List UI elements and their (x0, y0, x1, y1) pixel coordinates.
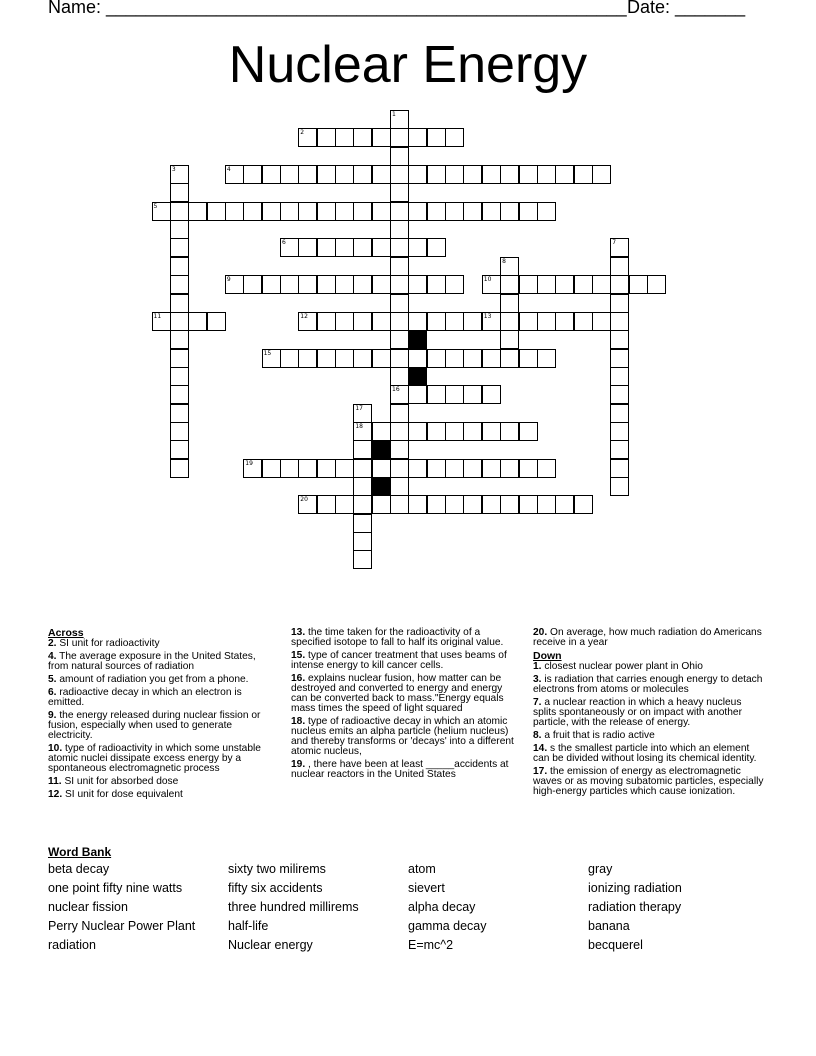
crossword-cell[interactable] (372, 422, 391, 441)
crossword-cell[interactable] (353, 532, 372, 551)
clue-number: 14 (410, 331, 419, 339)
crossword-cell[interactable] (519, 349, 538, 368)
crossword-cell[interactable] (427, 459, 446, 478)
crossword-cell[interactable] (243, 275, 262, 294)
across-clue: 11. SI unit for absorbed dose (48, 776, 179, 787)
crossword-cell[interactable] (390, 238, 409, 257)
crossword-cell[interactable] (574, 165, 593, 184)
crossword-cell[interactable] (372, 312, 391, 331)
crossword-cell[interactable] (225, 202, 244, 221)
crossword-cell[interactable] (482, 312, 501, 331)
crossword-cell[interactable] (592, 312, 611, 331)
crossword-cell[interactable] (317, 165, 336, 184)
crossword-cell[interactable] (353, 312, 372, 331)
crossword-cell[interactable] (335, 312, 354, 331)
clues-column-3 (533, 628, 765, 800)
crossword-cell[interactable] (335, 238, 354, 257)
crossword-cell[interactable] (463, 165, 482, 184)
crossword-cell[interactable] (574, 275, 593, 294)
clue-number: 17 (355, 404, 363, 412)
crossword-cell[interactable] (427, 275, 446, 294)
crossword-cell[interactable] (482, 385, 501, 404)
crossword-cell[interactable] (610, 294, 629, 313)
word-bank-item: three hundred millirems (228, 900, 359, 914)
word-bank-item: fifty six accidents (228, 881, 323, 895)
crossword-cell[interactable] (408, 495, 427, 514)
crossword-cell[interactable] (408, 312, 427, 331)
crossword-cell[interactable] (592, 275, 611, 294)
crossword-cell[interactable] (188, 202, 207, 221)
crossword-cell[interactable] (390, 220, 409, 239)
crossword-cell[interactable] (372, 165, 391, 184)
crossword-cell[interactable] (629, 275, 648, 294)
crossword-cell[interactable] (353, 202, 372, 221)
crossword-cell[interactable] (170, 165, 189, 184)
crossword-cell[interactable] (427, 422, 446, 441)
crossword-cell[interactable] (243, 202, 262, 221)
crossword-cell[interactable] (482, 275, 501, 294)
crossword-cell[interactable] (390, 385, 409, 404)
crossword-cell[interactable] (537, 459, 556, 478)
crossword-cell[interactable] (500, 459, 519, 478)
crossword-cell[interactable] (390, 294, 409, 313)
crossword-cell[interactable] (280, 349, 299, 368)
crossword-cell[interactable] (280, 165, 299, 184)
word-bank-item: gray (588, 862, 613, 876)
crossword-cell[interactable] (170, 312, 189, 331)
crossword-cell[interactable] (262, 349, 281, 368)
crossword-cell[interactable] (335, 128, 354, 147)
crossword-cell[interactable] (482, 422, 501, 441)
crossword-cell[interactable] (390, 349, 409, 368)
crossword-cell[interactable] (390, 202, 409, 221)
down-clue: 14. s the smallest particle into which an element can be divided without losing its chemical identity. (533, 743, 757, 764)
crossword-cell[interactable] (262, 459, 281, 478)
crossword-cell[interactable] (427, 202, 446, 221)
crossword-cell[interactable] (280, 202, 299, 221)
word-bank-item: beta decay (48, 862, 110, 876)
clue-number: 2 (300, 129, 305, 137)
crossword-cell[interactable] (427, 128, 446, 147)
clues-column-1 (48, 628, 273, 803)
crossword-cell[interactable] (317, 312, 336, 331)
crossword-cell[interactable] (408, 459, 427, 478)
crossword-cell[interactable] (445, 128, 464, 147)
crossword-cell[interactable] (519, 459, 538, 478)
crossword-cell[interactable] (390, 495, 409, 514)
crossword-cell[interactable] (445, 495, 464, 514)
word-bank-item: half-life (228, 919, 269, 933)
clue-number: 8 (502, 257, 506, 265)
word-bank-item: one point fifty nine watts (48, 881, 183, 895)
crossword-cell[interactable] (317, 275, 336, 294)
crossword-cell[interactable] (463, 459, 482, 478)
word-bank-item: Perry Nuclear Power Plant (48, 919, 196, 933)
crossword-cell[interactable] (408, 202, 427, 221)
down-heading: Down (533, 650, 562, 662)
crossword-cell[interactable] (170, 202, 189, 221)
crossword-cell[interactable] (445, 459, 464, 478)
down-clue: 17. the emission of energy as electromagnetic waves or as moving subatomic particles, especially high-energy particles which cause ionization. (533, 766, 764, 797)
crossword-cell[interactable] (372, 495, 391, 514)
crossword-cell[interactable] (207, 202, 226, 221)
crossword-cell[interactable] (408, 128, 427, 147)
crossword-cell[interactable] (170, 440, 189, 459)
crossword-cell[interactable] (353, 165, 372, 184)
crossword-cell[interactable] (463, 422, 482, 441)
crossword-cell[interactable] (408, 165, 427, 184)
crossword-cell[interactable] (500, 495, 519, 514)
crossword-cell[interactable] (372, 275, 391, 294)
clue-number: 3 (171, 166, 176, 174)
crossword-cell[interactable] (353, 514, 372, 533)
crossword-cell[interactable] (335, 165, 354, 184)
crossword-cell[interactable] (537, 275, 556, 294)
crossword-cell[interactable] (427, 238, 446, 257)
crossword-cell[interactable] (500, 294, 519, 313)
crossword-cell[interactable] (610, 349, 629, 368)
crossword-cell[interactable] (445, 202, 464, 221)
crossword-cell[interactable] (427, 349, 446, 368)
crossword-cell[interactable] (427, 165, 446, 184)
crossword-cell[interactable] (427, 312, 446, 331)
crossword-cell[interactable] (610, 238, 629, 257)
crossword-cell[interactable] (610, 404, 629, 423)
crossword-cell[interactable] (390, 275, 409, 294)
across-clue: 16. explains nuclear fusion, how matter can be destroyed and converted to energy and energy can be converted back to mass."Energy equals mass times the speed of light squared (291, 673, 504, 714)
crossword-cell[interactable] (555, 495, 574, 514)
crossword-cell[interactable] (408, 275, 427, 294)
crossword-cell[interactable] (353, 440, 372, 459)
crossword-cell[interactable] (390, 440, 409, 459)
across-clue: 18. type of radioactive decay in which an atomic nucleus emits an alpha particle (helium nucleus) and thereby transforms or 'decays' into a different atomic nucleus, (291, 716, 514, 757)
crossword-cell[interactable] (243, 165, 262, 184)
crossword-cell[interactable] (317, 459, 336, 478)
crossword-cell[interactable] (537, 165, 556, 184)
crossword-cell[interactable] (574, 495, 593, 514)
crossword-cell[interactable] (500, 165, 519, 184)
across-clue: 10. type of radioactivity in which some unstable atomic nuclei dissipate excess energy by a spontaneous electromagnetic process (48, 743, 261, 774)
crossword-cell[interactable] (152, 202, 171, 221)
crossword-cell[interactable] (537, 202, 556, 221)
crossword-cell[interactable] (500, 422, 519, 441)
crossword-cell[interactable] (500, 202, 519, 221)
crossword-cell[interactable] (390, 147, 409, 166)
crossword-cell[interactable] (537, 349, 556, 368)
word-bank-item: radiation (48, 938, 96, 952)
crossword-cell[interactable] (225, 275, 244, 294)
crossword-cell[interactable] (500, 275, 519, 294)
clue-number: 13 (483, 312, 492, 320)
crossword-cell[interactable] (298, 312, 317, 331)
crossword-cell[interactable] (170, 294, 189, 313)
crossword-cell[interactable] (372, 128, 391, 147)
word-bank-item: ionizing radiation (588, 881, 682, 895)
crossword-cell[interactable] (353, 495, 372, 514)
down-clue: 7. a nuclear reaction in which a heavy nucleus splits spontaneously or on impact with another particle, with the release of energy. (533, 697, 742, 728)
crossword-cell[interactable] (298, 495, 317, 514)
crossword-cell[interactable] (298, 238, 317, 257)
across-clue: 5. amount of radiation you get from a phone. (48, 674, 249, 685)
word-bank-item: alpha decay (408, 900, 476, 914)
crossword-cell[interactable] (445, 275, 464, 294)
crossword-cell[interactable] (519, 165, 538, 184)
word-bank-item: nuclear fission (48, 900, 128, 914)
crossword-cell[interactable] (298, 128, 317, 147)
clue-number: 11 (153, 312, 162, 320)
crossword-black-cell (408, 330, 427, 349)
crossword-cell[interactable] (353, 349, 372, 368)
crossword-cell[interactable] (408, 349, 427, 368)
crossword-cell[interactable] (170, 349, 189, 368)
crossword-cell[interactable] (353, 422, 372, 441)
crossword-cell[interactable] (262, 202, 281, 221)
crossword-cell[interactable] (390, 330, 409, 349)
crossword-cell[interactable] (335, 495, 354, 514)
crossword-cell[interactable] (427, 385, 446, 404)
word-bank-title: Word Bank (48, 845, 112, 859)
crossword-cell[interactable] (555, 312, 574, 331)
crossword-cell[interactable] (170, 404, 189, 423)
crossword-cell[interactable] (610, 312, 629, 331)
crossword-cell[interactable] (170, 275, 189, 294)
crossword-cell[interactable] (207, 312, 226, 331)
word-bank-item: radiation therapy (588, 900, 682, 914)
clue-number: 15 (263, 349, 272, 357)
crossword-cell[interactable] (610, 257, 629, 276)
crossword-cell[interactable] (610, 459, 629, 478)
crossword-cell[interactable] (610, 477, 629, 496)
crossword-cell[interactable] (298, 275, 317, 294)
crossword-cell[interactable] (317, 202, 336, 221)
crossword-cell[interactable] (372, 238, 391, 257)
name-field-line: Name: ____________________________________________________ (48, 0, 627, 17)
crossword-cell[interactable] (188, 312, 207, 331)
crossword-cell[interactable] (170, 367, 189, 386)
crossword-cell[interactable] (298, 165, 317, 184)
clue-number: 6 (281, 239, 286, 247)
crossword-cell[interactable] (390, 312, 409, 331)
crossword-cell[interactable] (390, 165, 409, 184)
crossword-black-cell (408, 367, 427, 386)
crossword-cell[interactable] (463, 385, 482, 404)
crossword-cell[interactable] (408, 422, 427, 441)
clue-number: 1 (392, 111, 396, 118)
crossword-cell[interactable] (482, 459, 501, 478)
crossword-cell[interactable] (170, 183, 189, 202)
page-title: Nuclear Energy (228, 36, 588, 94)
crossword-cell[interactable] (519, 495, 538, 514)
word-bank-item: sievert (408, 881, 445, 895)
word-bank-item: E=mc^2 (408, 938, 454, 952)
date-field-line: Date: _______ (627, 0, 746, 17)
crossword-cell[interactable] (170, 385, 189, 404)
across-clue: 2. SI unit for radioactivity (48, 638, 160, 649)
crossword-cell[interactable] (280, 459, 299, 478)
crossword-cell[interactable] (390, 128, 409, 147)
crossword-cell[interactable] (335, 349, 354, 368)
clue-number: 7 (612, 239, 617, 247)
crossword-cell[interactable] (610, 385, 629, 404)
crossword-cell[interactable] (353, 404, 372, 423)
crossword-cell[interactable] (482, 495, 501, 514)
crossword-cell[interactable] (353, 459, 372, 478)
crossword-cell[interactable] (537, 312, 556, 331)
crossword-cell[interactable] (555, 275, 574, 294)
crossword-cell[interactable] (500, 330, 519, 349)
crossword-cell[interactable] (243, 459, 262, 478)
crossword-cell[interactable] (445, 312, 464, 331)
crossword-cell[interactable] (592, 165, 611, 184)
crossword-cell[interactable] (610, 440, 629, 459)
crossword-cell[interactable] (262, 275, 281, 294)
crossword-cell[interactable] (353, 275, 372, 294)
clue-number: 12 (300, 312, 308, 320)
crossword-cell[interactable] (225, 165, 244, 184)
crossword-cell[interactable] (445, 385, 464, 404)
crossword-cell[interactable] (610, 367, 629, 386)
crossword-cell[interactable] (610, 422, 629, 441)
crossword-cell[interactable] (390, 404, 409, 423)
crossword-cell[interactable] (280, 275, 299, 294)
crossword-cell[interactable] (610, 275, 629, 294)
across-clue: 9. the energy released during nuclear fission or fusion, especially when used to generate electricity. (48, 710, 261, 741)
down-clue: 1. closest nuclear power plant in Ohio (533, 661, 703, 672)
crossword-black-cell (372, 440, 391, 459)
crossword-cell[interactable] (353, 550, 372, 569)
down-clue: 3. is radiation that carries enough energy to detach electrons from atoms or molecules (533, 674, 763, 695)
clue-number: 18 (355, 422, 363, 430)
word-bank-item: becquerel (588, 938, 643, 952)
word-bank-item: banana (588, 919, 630, 933)
crossword-cell[interactable] (408, 385, 427, 404)
crossword-cell[interactable] (170, 238, 189, 257)
word-bank-item: sixty two milirems (228, 862, 326, 876)
crossword-cell[interactable] (408, 238, 427, 257)
crossword-cell[interactable] (372, 202, 391, 221)
crossword-cell[interactable] (372, 459, 391, 478)
crossword-cell[interactable] (170, 220, 189, 239)
crossword-cell[interactable] (463, 495, 482, 514)
clues-column-2 (291, 628, 519, 783)
crossword-cell[interactable] (574, 312, 593, 331)
crossword-cell[interactable] (170, 330, 189, 349)
crossword-cell[interactable] (482, 202, 501, 221)
crossword-cell[interactable] (390, 477, 409, 496)
crossword-cell[interactable] (298, 202, 317, 221)
crossword-cell[interactable] (482, 165, 501, 184)
crossword-cell[interactable] (298, 459, 317, 478)
crossword-cell[interactable] (335, 202, 354, 221)
crossword-cell[interactable] (610, 330, 629, 349)
crossword-cell[interactable] (262, 165, 281, 184)
across-clue: 15. type of cancer treatment that uses beams of intense energy to kill cancer cells. (291, 650, 507, 671)
crossword-cell[interactable] (482, 349, 501, 368)
crossword-cell[interactable] (555, 165, 574, 184)
clue-number: 10 (483, 276, 492, 284)
crossword-cell[interactable] (298, 349, 317, 368)
crossword-cell[interactable] (463, 202, 482, 221)
crossword-cell[interactable] (519, 202, 538, 221)
crossword-cell[interactable] (519, 275, 538, 294)
crossword-cell[interactable] (390, 422, 409, 441)
crossword-cell[interactable] (519, 422, 538, 441)
crossword-cell[interactable] (390, 367, 409, 386)
crossword-cell[interactable] (152, 312, 171, 331)
crossword-cell[interactable] (500, 349, 519, 368)
crossword-cell[interactable] (353, 477, 372, 496)
crossword-cell[interactable] (353, 128, 372, 147)
clue-number: 20 (300, 496, 308, 504)
crossword-cell[interactable] (372, 349, 391, 368)
crossword-cell[interactable] (500, 257, 519, 276)
across-clue: 4. The average exposure in the United States, from natural sources of radiation (48, 651, 256, 672)
clue-number: 5 (153, 202, 158, 210)
across-clue: 19. , there have been at least _____accidents at nuclear reactors in the United States (291, 759, 509, 780)
across-clue: 12. SI unit for dose equivalent (48, 789, 183, 800)
crossword-cell[interactable] (353, 238, 372, 257)
crossword-cell[interactable] (390, 459, 409, 478)
crossword-cell[interactable] (170, 422, 189, 441)
crossword-cell[interactable] (317, 349, 336, 368)
crossword-cell[interactable] (335, 459, 354, 478)
across-clue: 13. the time taken for the radioactivity of a specified isotope to fall to half its original value. (291, 627, 504, 648)
crossword-cell[interactable] (427, 495, 446, 514)
crossword-cell[interactable] (317, 238, 336, 257)
crossword-cell[interactable] (445, 422, 464, 441)
crossword-cell[interactable] (335, 275, 354, 294)
crossword-cell[interactable] (463, 349, 482, 368)
crossword-cell[interactable] (463, 312, 482, 331)
across-clue: 6. radioactive decay in which an electron is emitted. (48, 687, 242, 708)
crossword-cell[interactable] (390, 257, 409, 276)
crossword-cell[interactable] (170, 459, 189, 478)
crossword-cell[interactable] (317, 495, 336, 514)
down-clue: 8. a fruit that is radio active (533, 730, 655, 741)
clue-number: 19 (245, 459, 253, 467)
word-bank-item: gamma decay (408, 919, 487, 933)
word-bank-item: atom (408, 862, 436, 876)
clue-number: 4 (226, 166, 231, 174)
crossword-cell[interactable] (280, 238, 299, 257)
crossword-cell[interactable] (170, 257, 189, 276)
crossword-cell[interactable] (317, 128, 336, 147)
across-clue: 20. On average, how much radiation do Americans receive in a year (533, 627, 762, 648)
crossword-cell[interactable] (445, 349, 464, 368)
crossword-cell[interactable] (390, 110, 409, 129)
crossword-cell[interactable] (537, 495, 556, 514)
across-heading: Across (48, 627, 84, 639)
crossword-cell[interactable] (647, 275, 666, 294)
crossword-black-cell (372, 477, 391, 496)
word-bank-item: Nuclear energy (228, 938, 313, 952)
clue-number: 16 (392, 386, 400, 394)
crossword-cell[interactable] (500, 312, 519, 331)
crossword-cell[interactable] (390, 183, 409, 202)
clue-number: 9 (226, 276, 231, 284)
crossword-cell[interactable] (519, 312, 538, 331)
crossword-cell[interactable] (445, 165, 464, 184)
